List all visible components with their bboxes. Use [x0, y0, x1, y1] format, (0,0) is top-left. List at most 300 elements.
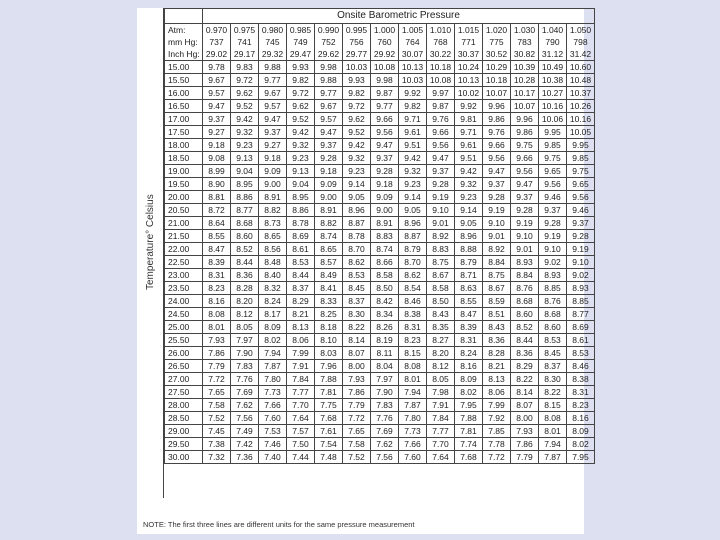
- value-cell: 9.56: [567, 191, 595, 204]
- value-cell: 9.47: [427, 152, 455, 165]
- value-cell: 8.37: [539, 360, 567, 373]
- value-cell: 9.09: [371, 191, 399, 204]
- value-cell: 7.75: [315, 399, 343, 412]
- value-cell: 8.07: [511, 399, 539, 412]
- value-cell: 10.60: [567, 61, 595, 74]
- value-cell: 7.83: [231, 360, 259, 373]
- value-cell: 7.86: [203, 347, 231, 360]
- value-cell: 9.66: [427, 126, 455, 139]
- value-cell: 9.83: [231, 61, 259, 74]
- value-cell: 8.95: [287, 191, 315, 204]
- temperature-cell: 23.50: [165, 282, 203, 295]
- value-cell: 8.00: [511, 412, 539, 425]
- value-cell: 8.92: [483, 243, 511, 256]
- pressure-value: 0.975: [231, 24, 259, 37]
- value-cell: 8.46: [399, 295, 427, 308]
- value-cell: 7.64: [287, 412, 315, 425]
- value-cell: 8.32: [259, 282, 287, 295]
- value-cell: 8.29: [287, 295, 315, 308]
- value-cell: 9.37: [539, 204, 567, 217]
- value-cell: 9.19: [427, 191, 455, 204]
- value-cell: 8.44: [511, 334, 539, 347]
- value-cell: 9.85: [539, 139, 567, 152]
- value-cell: 8.68: [511, 295, 539, 308]
- value-cell: 9.56: [539, 178, 567, 191]
- pressure-value: 768: [427, 36, 455, 48]
- pressure-value: 0.990: [315, 24, 343, 37]
- pressure-value: 745: [259, 36, 287, 48]
- value-cell: 8.84: [511, 269, 539, 282]
- temperature-cell: 27.50: [165, 386, 203, 399]
- table-row: [165, 412, 595, 425]
- pressure-value: 775: [483, 36, 511, 48]
- value-cell: 8.31: [399, 321, 427, 334]
- value-cell: 7.65: [343, 425, 371, 438]
- value-cell: 7.97: [371, 373, 399, 386]
- value-cell: 7.68: [315, 412, 343, 425]
- value-cell: 8.08: [203, 308, 231, 321]
- value-cell: 8.93: [539, 269, 567, 282]
- value-cell: 7.97: [231, 334, 259, 347]
- value-cell: 9.51: [399, 139, 427, 152]
- pressure-value: 0.980: [259, 24, 287, 37]
- value-cell: 8.30: [539, 373, 567, 386]
- value-cell: 7.32: [203, 451, 231, 464]
- value-cell: 10.17: [511, 87, 539, 100]
- value-cell: 9.82: [399, 100, 427, 113]
- pressure-value: 1.000: [371, 24, 399, 37]
- value-cell: 7.52: [203, 412, 231, 425]
- value-cell: 8.48: [259, 256, 287, 269]
- value-cell: 8.81: [203, 191, 231, 204]
- value-cell: 7.66: [399, 438, 427, 451]
- pressure-value: 30.82: [511, 48, 539, 61]
- value-cell: 9.04: [231, 165, 259, 178]
- value-cell: 8.79: [399, 243, 427, 256]
- value-cell: 7.84: [427, 412, 455, 425]
- value-cell: 8.01: [399, 373, 427, 386]
- temperature-cell: 29.00: [165, 425, 203, 438]
- value-cell: 9.95: [539, 126, 567, 139]
- value-cell: 9.93: [287, 61, 315, 74]
- value-cell: 8.69: [287, 230, 315, 243]
- value-cell: 8.70: [343, 243, 371, 256]
- value-cell: 9.18: [259, 152, 287, 165]
- value-cell: 9.19: [539, 230, 567, 243]
- value-cell: 9.00: [259, 178, 287, 191]
- value-cell: 9.96: [511, 113, 539, 126]
- value-cell: 9.27: [203, 126, 231, 139]
- unit-label: Atm:: [165, 24, 203, 37]
- temperature-cell: 18.00: [165, 139, 203, 152]
- temperature-cell: 17.50: [165, 126, 203, 139]
- value-cell: 8.22: [511, 373, 539, 386]
- value-cell: 9.13: [287, 165, 315, 178]
- value-cell: 9.75: [567, 165, 595, 178]
- value-cell: 7.92: [483, 412, 511, 425]
- pressure-unit-row: [165, 24, 595, 37]
- value-cell: 10.18: [483, 74, 511, 87]
- value-cell: 9.32: [343, 152, 371, 165]
- value-cell: 7.69: [371, 425, 399, 438]
- value-cell: 8.53: [343, 269, 371, 282]
- value-cell: 7.91: [287, 360, 315, 373]
- value-cell: 9.57: [315, 113, 343, 126]
- value-cell: 7.79: [343, 399, 371, 412]
- pressure-value: 783: [511, 36, 539, 48]
- temperature-cell: 22.50: [165, 256, 203, 269]
- value-cell: 8.92: [427, 230, 455, 243]
- value-cell: 8.93: [511, 256, 539, 269]
- value-cell: 9.28: [315, 152, 343, 165]
- pressure-value: 29.17: [231, 48, 259, 61]
- value-cell: 9.67: [315, 100, 343, 113]
- table-row: [165, 87, 595, 100]
- value-cell: 9.82: [287, 74, 315, 87]
- value-cell: 9.14: [399, 191, 427, 204]
- temperature-cell: 15.50: [165, 74, 203, 87]
- value-cell: 10.08: [427, 74, 455, 87]
- value-cell: 10.13: [399, 61, 427, 74]
- value-cell: 9.65: [539, 165, 567, 178]
- value-cell: 9.32: [455, 178, 483, 191]
- table-row: [165, 191, 595, 204]
- value-cell: 9.88: [315, 74, 343, 87]
- value-cell: 9.19: [567, 243, 595, 256]
- value-cell: 8.31: [203, 269, 231, 282]
- value-cell: 7.99: [483, 399, 511, 412]
- value-cell: 7.68: [455, 451, 483, 464]
- value-cell: 8.55: [455, 295, 483, 308]
- value-cell: 7.62: [231, 399, 259, 412]
- value-cell: 8.49: [315, 269, 343, 282]
- value-cell: 7.93: [343, 373, 371, 386]
- value-cell: 8.82: [315, 217, 343, 230]
- pressure-value: 30.07: [399, 48, 427, 61]
- value-cell: 8.64: [203, 217, 231, 230]
- value-cell: 8.52: [511, 321, 539, 334]
- value-cell: 9.23: [231, 139, 259, 152]
- temperature-cell: 24.00: [165, 295, 203, 308]
- value-cell: 8.96: [399, 217, 427, 230]
- value-cell: 7.94: [399, 386, 427, 399]
- table-row: [165, 113, 595, 126]
- table-row: [165, 256, 595, 269]
- value-cell: 8.75: [427, 256, 455, 269]
- value-cell: 9.92: [399, 87, 427, 100]
- value-cell: 8.14: [511, 386, 539, 399]
- value-cell: 7.73: [259, 386, 287, 399]
- value-cell: 8.45: [539, 347, 567, 360]
- value-cell: 8.24: [259, 295, 287, 308]
- value-cell: 8.38: [567, 373, 595, 386]
- value-cell: 8.85: [567, 295, 595, 308]
- value-cell: 9.76: [427, 113, 455, 126]
- value-cell: 7.81: [455, 425, 483, 438]
- value-cell: 9.67: [203, 74, 231, 87]
- value-cell: 9.10: [511, 230, 539, 243]
- unit-label: Inch Hg:: [165, 48, 203, 61]
- table-title: Onsite Barometric Pressure: [203, 9, 595, 24]
- value-cell: 8.02: [455, 386, 483, 399]
- value-cell: 7.96: [315, 360, 343, 373]
- temperature-cell: 21.50: [165, 230, 203, 243]
- table-row: [165, 74, 595, 87]
- value-cell: 7.73: [399, 425, 427, 438]
- value-cell: 8.08: [539, 412, 567, 425]
- value-cell: 10.38: [539, 74, 567, 87]
- value-cell: 9.10: [539, 243, 567, 256]
- value-cell: 7.57: [287, 425, 315, 438]
- value-cell: 10.03: [399, 74, 427, 87]
- value-cell: 8.09: [455, 373, 483, 386]
- value-cell: 8.18: [315, 321, 343, 334]
- table-row: [165, 360, 595, 373]
- value-cell: 8.27: [427, 334, 455, 347]
- value-cell: 8.02: [567, 438, 595, 451]
- table-row: [165, 61, 595, 74]
- value-cell: 8.13: [483, 373, 511, 386]
- value-cell: 8.07: [343, 347, 371, 360]
- value-cell: 7.60: [399, 451, 427, 464]
- value-cell: 8.19: [371, 334, 399, 347]
- value-cell: 8.76: [539, 295, 567, 308]
- value-cell: 7.84: [287, 373, 315, 386]
- value-cell: 9.37: [315, 139, 343, 152]
- pressure-value: 1.050: [567, 24, 595, 37]
- temperature-cell: 18.50: [165, 152, 203, 165]
- value-cell: 8.22: [343, 321, 371, 334]
- value-cell: 8.53: [287, 256, 315, 269]
- value-cell: 8.70: [399, 256, 427, 269]
- value-cell: 10.29: [483, 61, 511, 74]
- value-cell: 9.23: [343, 165, 371, 178]
- value-cell: 8.83: [427, 243, 455, 256]
- value-cell: 9.19: [483, 204, 511, 217]
- table-row: [165, 204, 595, 217]
- value-cell: 8.78: [287, 217, 315, 230]
- temperature-cell: 25.00: [165, 321, 203, 334]
- value-cell: 8.71: [455, 269, 483, 282]
- value-cell: 10.16: [567, 113, 595, 126]
- value-cell: 8.15: [399, 347, 427, 360]
- value-cell: 9.75: [511, 139, 539, 152]
- value-cell: 9.09: [259, 165, 287, 178]
- value-cell: 9.93: [343, 74, 371, 87]
- value-cell: 8.31: [455, 334, 483, 347]
- value-cell: 9.09: [315, 178, 343, 191]
- pressure-value: 31.42: [567, 48, 595, 61]
- value-cell: 8.37: [343, 295, 371, 308]
- value-cell: 9.62: [343, 113, 371, 126]
- table-row: [165, 334, 595, 347]
- value-cell: 7.90: [371, 386, 399, 399]
- value-cell: 8.05: [231, 321, 259, 334]
- pressure-unit-row: [165, 48, 595, 61]
- value-cell: 9.87: [371, 87, 399, 100]
- value-cell: 7.99: [287, 347, 315, 360]
- value-cell: 7.66: [259, 399, 287, 412]
- table-row: [165, 451, 595, 464]
- value-cell: 9.78: [203, 61, 231, 74]
- value-cell: 8.43: [483, 321, 511, 334]
- table-row: [165, 217, 595, 230]
- value-cell: 8.90: [203, 178, 231, 191]
- value-cell: 9.00: [371, 204, 399, 217]
- value-cell: 9.18: [203, 139, 231, 152]
- pressure-table: [164, 8, 595, 464]
- value-cell: 9.61: [399, 126, 427, 139]
- value-cell: 8.59: [483, 295, 511, 308]
- pressure-value: 31.12: [539, 48, 567, 61]
- pressure-value: 29.77: [343, 48, 371, 61]
- value-cell: 8.11: [371, 347, 399, 360]
- value-cell: 7.90: [231, 347, 259, 360]
- pressure-value: 1.040: [539, 24, 567, 37]
- value-cell: 9.02: [567, 269, 595, 282]
- value-cell: 10.03: [343, 61, 371, 74]
- temperature-cell: 28.50: [165, 412, 203, 425]
- value-cell: 8.40: [259, 269, 287, 282]
- value-cell: 8.93: [567, 282, 595, 295]
- table-row: [165, 295, 595, 308]
- pressure-value: 29.02: [203, 48, 231, 61]
- value-cell: 8.34: [371, 308, 399, 321]
- value-cell: 7.42: [231, 438, 259, 451]
- value-cell: 9.42: [399, 152, 427, 165]
- value-cell: 9.01: [427, 217, 455, 230]
- value-cell: 7.53: [259, 425, 287, 438]
- value-cell: 7.60: [259, 412, 287, 425]
- value-cell: 9.08: [203, 152, 231, 165]
- value-cell: 9.37: [483, 178, 511, 191]
- value-cell: 9.56: [483, 152, 511, 165]
- value-cell: 9.47: [259, 113, 287, 126]
- value-cell: 7.79: [511, 451, 539, 464]
- value-cell: 8.15: [539, 399, 567, 412]
- pressure-value: 1.015: [455, 24, 483, 37]
- value-cell: 8.96: [455, 230, 483, 243]
- value-cell: 8.73: [259, 217, 287, 230]
- value-cell: 7.46: [259, 438, 287, 451]
- value-cell: 10.16: [539, 100, 567, 113]
- value-cell: 7.40: [259, 451, 287, 464]
- value-cell: 8.66: [371, 256, 399, 269]
- temperature-cell: 20.50: [165, 204, 203, 217]
- value-cell: 7.78: [483, 438, 511, 451]
- value-cell: 9.56: [427, 139, 455, 152]
- pressure-value: 1.030: [511, 24, 539, 37]
- value-cell: 10.07: [511, 100, 539, 113]
- value-cell: 8.61: [287, 243, 315, 256]
- value-cell: 10.48: [567, 74, 595, 87]
- value-cell: 8.25: [315, 308, 343, 321]
- value-cell: 9.23: [287, 152, 315, 165]
- value-cell: 7.86: [511, 438, 539, 451]
- value-cell: 7.49: [231, 425, 259, 438]
- value-cell: 9.05: [399, 204, 427, 217]
- value-cell: 8.01: [539, 425, 567, 438]
- value-cell: 9.96: [483, 100, 511, 113]
- pressure-value: 30.22: [427, 48, 455, 61]
- temperature-cell: 17.00: [165, 113, 203, 126]
- value-cell: 7.77: [287, 386, 315, 399]
- value-cell: 7.79: [203, 360, 231, 373]
- value-cell: 10.24: [455, 61, 483, 74]
- value-cell: 7.72: [483, 451, 511, 464]
- value-cell: 7.58: [203, 399, 231, 412]
- value-cell: 8.09: [567, 425, 595, 438]
- temperature-cell: 26.50: [165, 360, 203, 373]
- value-cell: 7.70: [287, 399, 315, 412]
- value-cell: 8.99: [203, 165, 231, 178]
- value-cell: 7.69: [231, 386, 259, 399]
- value-cell: 9.62: [287, 100, 315, 113]
- value-cell: 9.37: [371, 152, 399, 165]
- value-cell: 9.18: [315, 165, 343, 178]
- value-cell: 8.36: [511, 347, 539, 360]
- table-row: [165, 165, 595, 178]
- value-cell: 8.77: [567, 308, 595, 321]
- value-cell: 7.56: [231, 412, 259, 425]
- value-cell: 8.91: [315, 204, 343, 217]
- value-cell: 9.67: [259, 87, 287, 100]
- value-cell: 8.44: [231, 256, 259, 269]
- value-cell: 10.02: [455, 87, 483, 100]
- value-cell: 10.37: [567, 87, 595, 100]
- value-cell: 9.01: [511, 243, 539, 256]
- temperature-cell: 26.00: [165, 347, 203, 360]
- value-cell: 7.61: [315, 425, 343, 438]
- value-cell: 7.87: [539, 451, 567, 464]
- value-cell: 8.47: [455, 308, 483, 321]
- pressure-header-block: [165, 24, 595, 61]
- value-cell: 9.77: [315, 87, 343, 100]
- pressure-unit-row: [165, 36, 595, 48]
- value-cell: 7.87: [259, 360, 287, 373]
- table-row: [165, 438, 595, 451]
- temperature-cell: 24.50: [165, 308, 203, 321]
- value-cell: 9.47: [483, 165, 511, 178]
- value-cell: 8.91: [371, 217, 399, 230]
- value-cell: 8.47: [203, 243, 231, 256]
- value-cell: 8.68: [539, 308, 567, 321]
- value-cell: 8.76: [511, 282, 539, 295]
- value-cell: 7.93: [203, 334, 231, 347]
- value-cell: 8.78: [343, 230, 371, 243]
- value-cell: 8.02: [259, 334, 287, 347]
- pressure-value: 1.005: [399, 24, 427, 37]
- value-cell: 9.28: [539, 217, 567, 230]
- value-cell: 8.12: [427, 360, 455, 373]
- corner-cell: [165, 9, 203, 24]
- pressure-value: 29.92: [371, 48, 399, 61]
- value-cell: 9.88: [259, 61, 287, 74]
- value-cell: 8.04: [371, 360, 399, 373]
- value-cell: 8.55: [203, 230, 231, 243]
- temperature-cell: 27.00: [165, 373, 203, 386]
- value-cell: 7.65: [203, 386, 231, 399]
- value-cell: 9.37: [567, 217, 595, 230]
- value-cell: 9.86: [483, 113, 511, 126]
- value-cell: 8.28: [231, 282, 259, 295]
- value-cell: 8.65: [259, 230, 287, 243]
- value-cell: 7.88: [455, 412, 483, 425]
- value-cell: 8.36: [231, 269, 259, 282]
- value-cell: 8.43: [427, 308, 455, 321]
- value-cell: 8.86: [287, 204, 315, 217]
- value-cell: 7.62: [371, 438, 399, 451]
